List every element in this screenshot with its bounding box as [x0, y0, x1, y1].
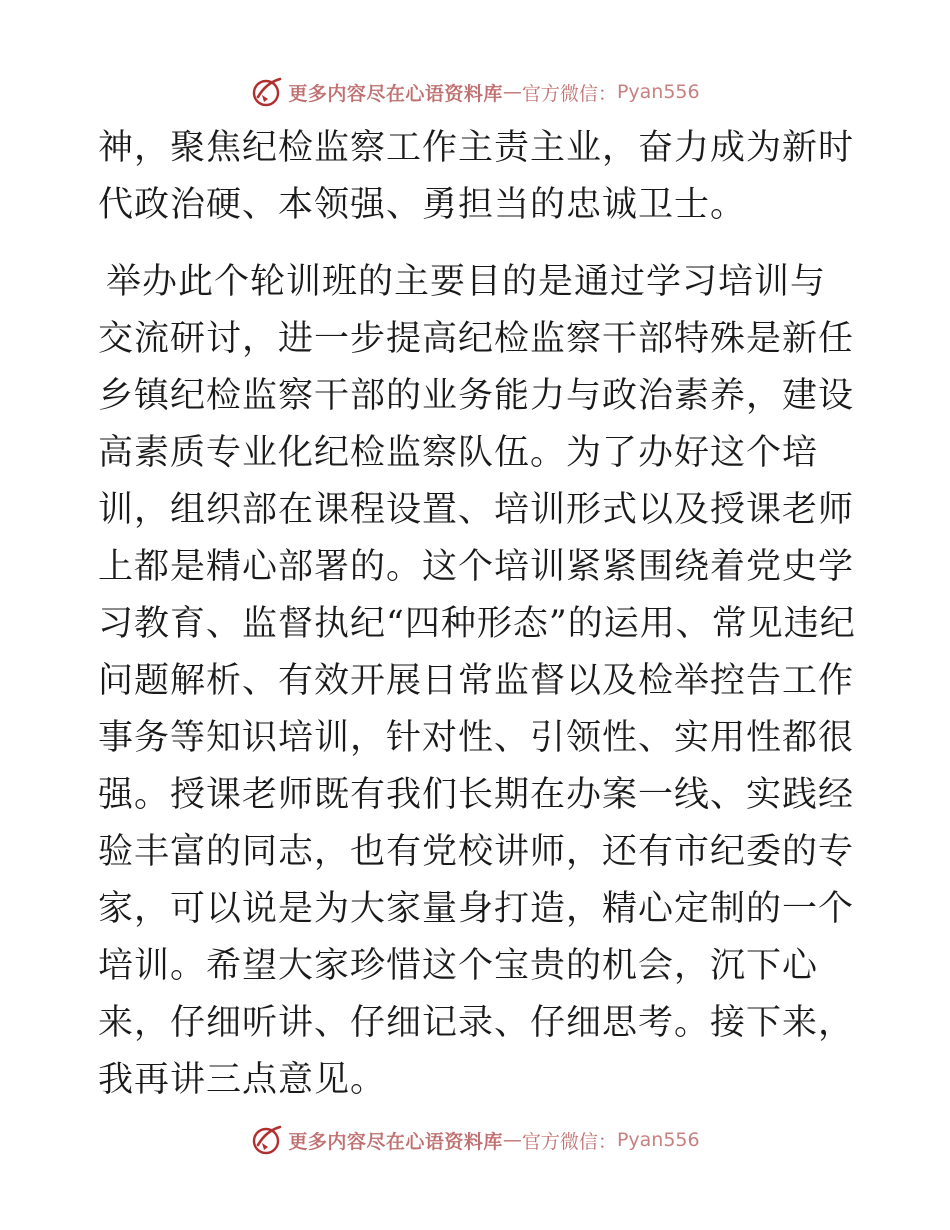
banner-account: Pyan556	[616, 1129, 700, 1151]
banner-separator: —	[502, 1129, 522, 1151]
paragraph-1: 神，聚焦纪检监察工作主责主业，奋力成为新时代政治硬、本领强、勇担当的忠诚卫士。	[98, 128, 855, 225]
pen-circle-logo-icon	[250, 75, 284, 109]
document-body	[98, 120, 858, 1109]
footer-banner	[0, 1120, 950, 1160]
banner-account: Pyan556	[616, 81, 700, 103]
banner-main-text: 更多内容尽在心语资料库	[288, 82, 503, 105]
banner-official-label: 官方微信：	[521, 1130, 617, 1153]
banner-official-label: 官方微信：	[521, 82, 617, 105]
header-banner	[0, 72, 950, 112]
banner-separator: —	[502, 81, 522, 103]
paragraph-2	[98, 254, 858, 1109]
pen-circle-logo-icon	[250, 1123, 284, 1157]
paragraph-2-text: 举办此个轮训班的主要目的是通过学习培训与交流研讨，进一步提高纪检监察干部特殊是新任乡镇纪检监察干部的业务能力与政治素养，建设高素质专业化纪检监察队伍。为了办好这个培训，组织部在课程设置、培训形式以及授课老师上都是精心部署的。这个培训紧紧围绕着党史学习教育、监督执纪“四种形态”的运用、常见违纪问题解析、有效开展日常监督以及检举控告工作事务等知识培训，针对性、引领性、实用性都很强。授课老师既有我们长期在办案一线、实践经验丰富的同志，也有党校讲师，还有市纪委的专家，可以说是为大家量身打造，精心定制的一个培训。希望大家珍惜这个宝贵的机会，沉下心来，仔细听讲、仔细记录、仔细思考。接下来，我再讲三点意见。	[98, 262, 856, 1100]
banner-main-text: 更多内容尽在心语资料库	[288, 1130, 503, 1153]
